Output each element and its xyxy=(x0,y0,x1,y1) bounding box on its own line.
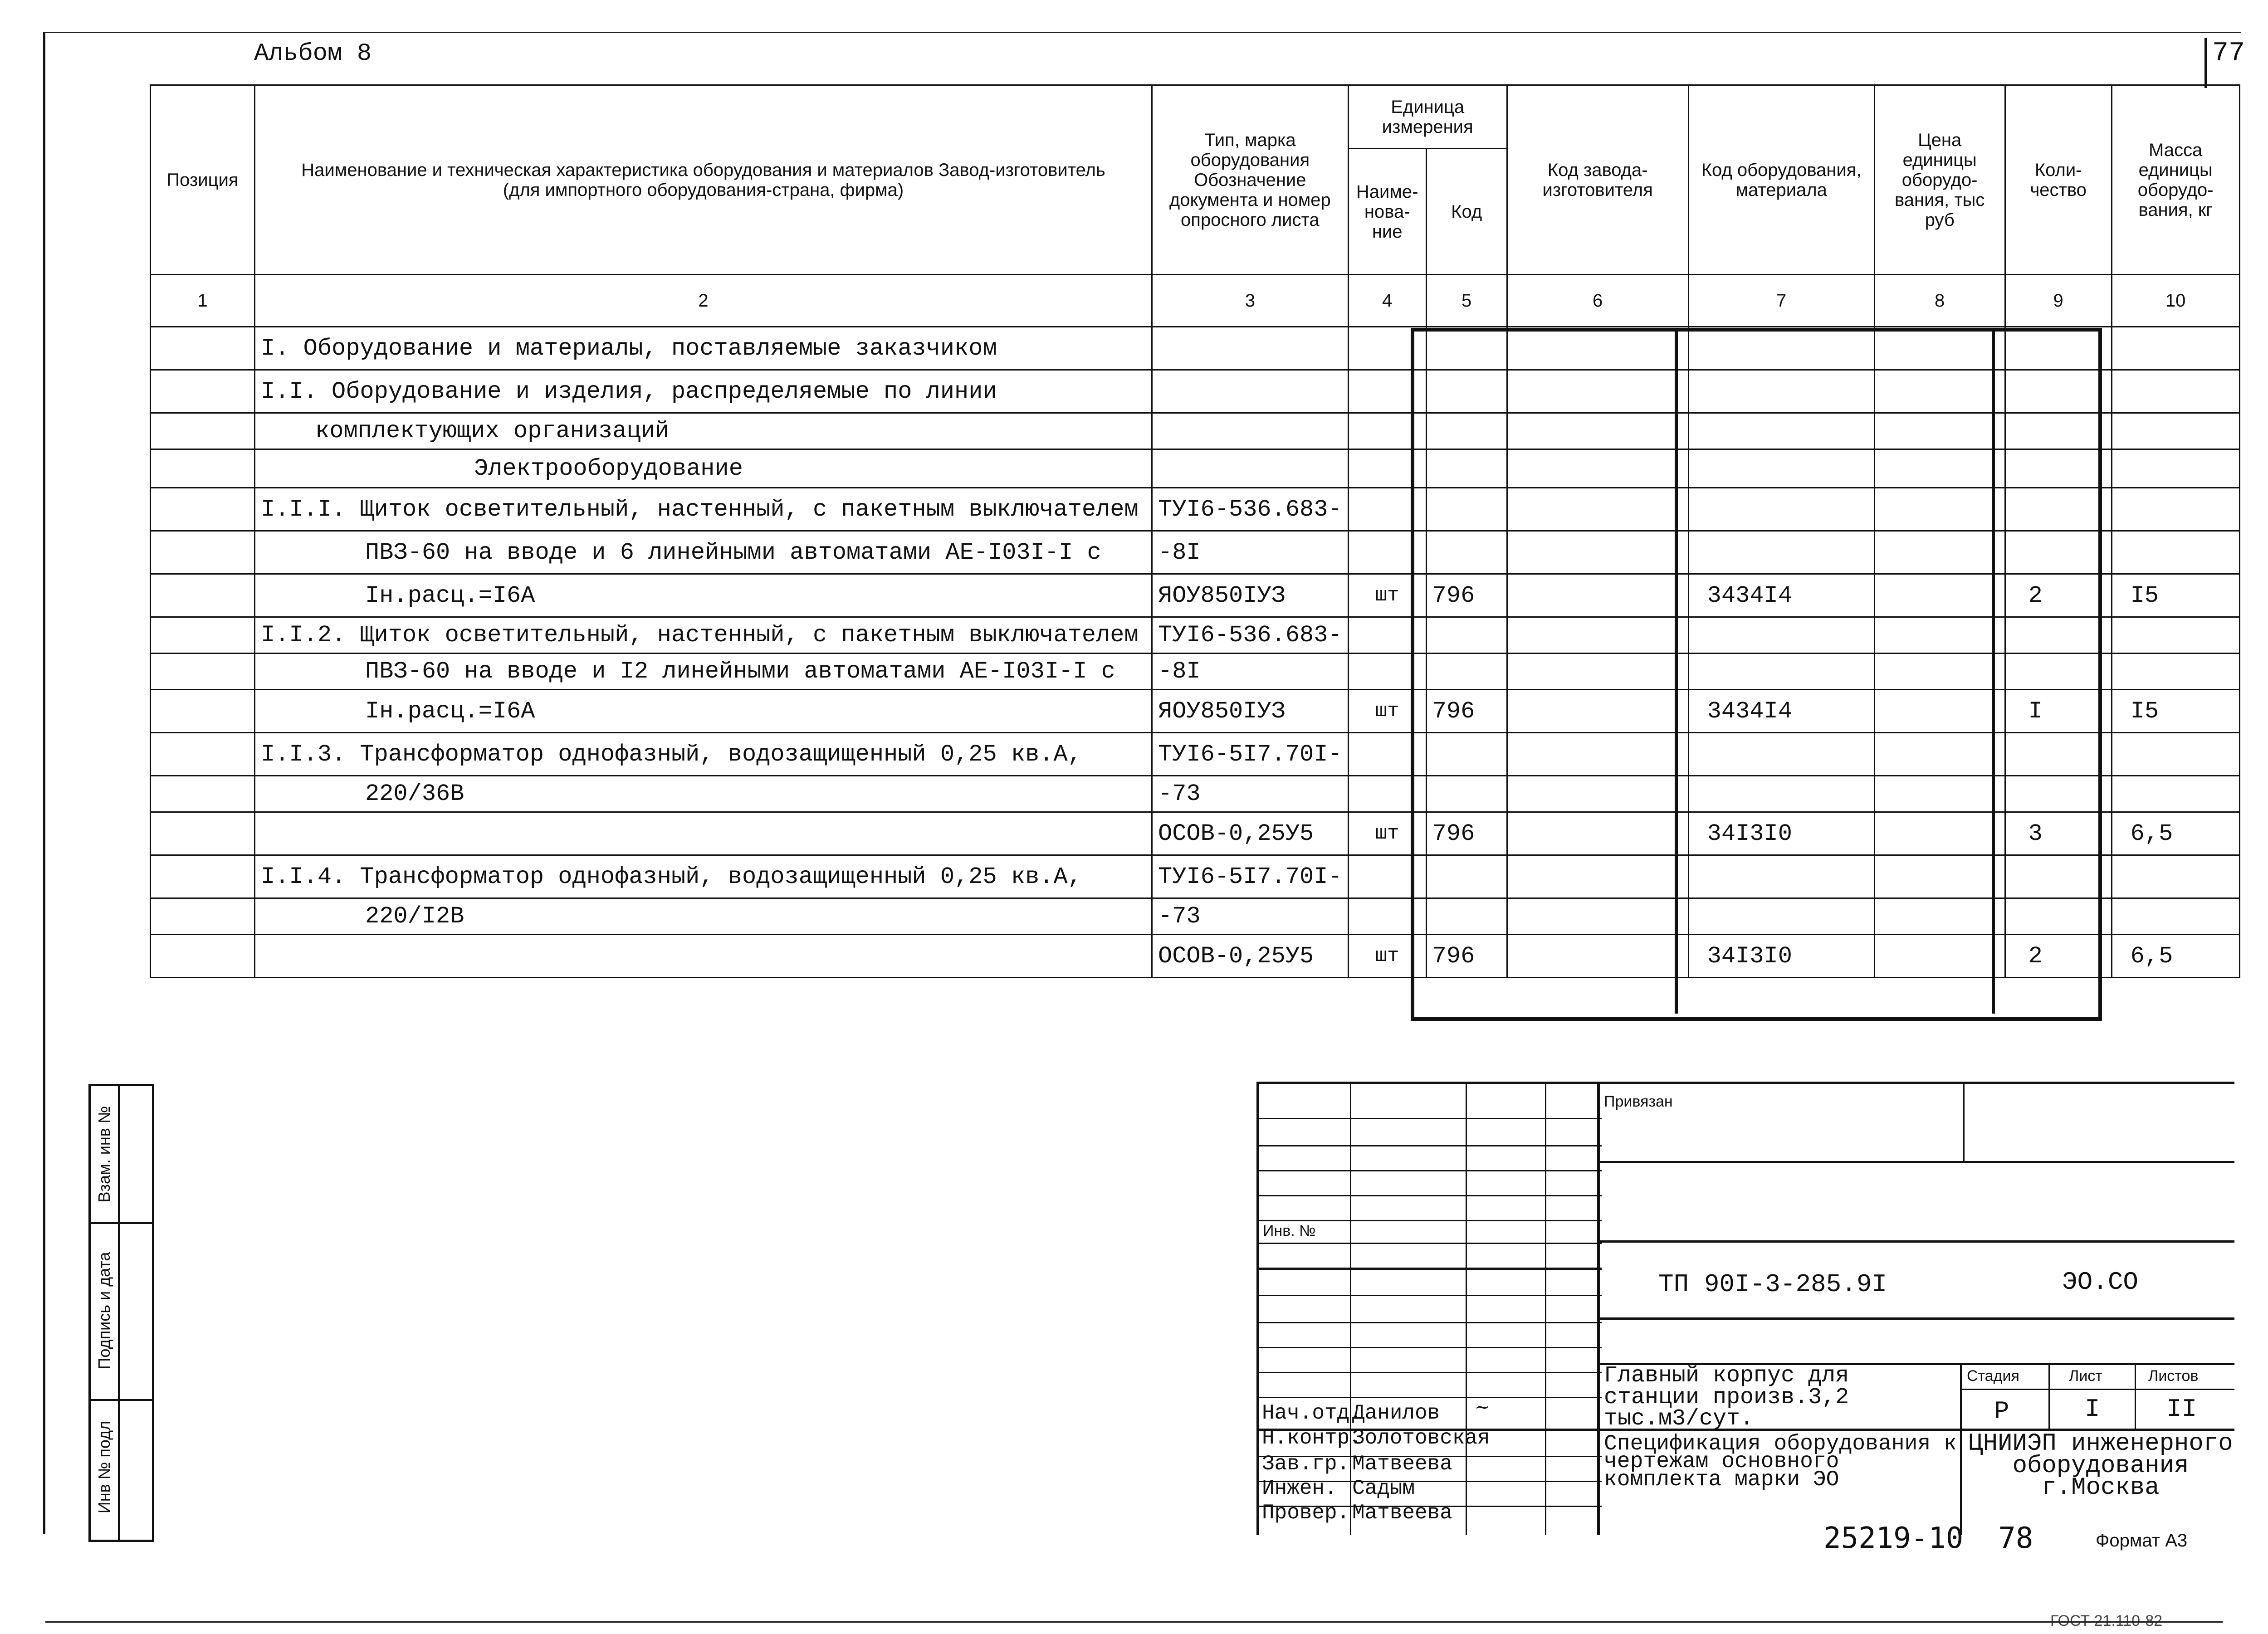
cell-code xyxy=(1426,617,1507,654)
cell-code: 796 xyxy=(1426,935,1507,978)
cell-qty: I xyxy=(2005,690,2112,733)
cell-name: I.I. Оборудование и изделия, распределяемые по линии xyxy=(255,370,1152,413)
column-number: 9 xyxy=(2005,275,2112,327)
cell-qty: 2 xyxy=(2005,574,2112,617)
cell-empty xyxy=(151,574,255,617)
table-row xyxy=(151,617,2240,654)
cell-empty xyxy=(151,531,255,574)
cell-equip xyxy=(1688,733,1874,776)
cell-code xyxy=(1426,413,1507,449)
cell-empty xyxy=(1874,935,2005,978)
tb-grid-line xyxy=(1259,1347,1602,1348)
side-label: Подпись и дата xyxy=(95,1252,113,1370)
cell-name: 220/I2В xyxy=(255,898,1152,935)
table-row xyxy=(151,776,2240,812)
organization: ЦНИИЭП инженерного оборудования г.Москва xyxy=(1968,1430,2233,1502)
cell-empty xyxy=(151,690,255,733)
column-number: 8 xyxy=(1874,275,2005,327)
side-stamp xyxy=(88,1084,154,1542)
cell-equip xyxy=(1688,531,1874,574)
cell-unit: шт xyxy=(1348,574,1426,617)
cell-mass xyxy=(2112,733,2239,776)
cell-code xyxy=(1426,855,1507,898)
cell-empty xyxy=(1507,617,1688,654)
cell-empty xyxy=(1507,574,1688,617)
cell-empty xyxy=(1874,327,2005,370)
cell-name: I. Оборудование и материалы, поставляемые заказчиком xyxy=(255,327,1152,370)
tb-grid-line xyxy=(1259,1372,1602,1373)
cell-empty xyxy=(1507,690,1688,733)
tb-grid-line xyxy=(1597,1161,2234,1163)
column-number: 3 xyxy=(1152,275,1349,327)
cell-equip xyxy=(1688,898,1874,935)
table-row xyxy=(151,935,2240,978)
format-label: Формат А3 xyxy=(2096,1531,2188,1551)
cell-empty xyxy=(1874,617,2005,654)
header-unit-group: Единица измерения xyxy=(1348,85,1507,149)
specification-table xyxy=(150,84,2240,978)
cell-qty: 2 xyxy=(2005,935,2112,978)
sheet-label: Лист xyxy=(2069,1367,2102,1385)
bottom-line xyxy=(45,1621,2223,1623)
role-label: Нач.отд. xyxy=(1262,1401,1362,1425)
project-title: Главный корпус для станции произв.3,2 тыс.м3/сут. xyxy=(1604,1363,1849,1432)
side-label: Взам. инв № xyxy=(95,1106,113,1203)
cell-mass xyxy=(2112,531,2239,574)
cell-type: ЯОУ850IУЗ xyxy=(1152,690,1349,733)
cell-name: Электрооборудование xyxy=(255,449,1152,488)
cell-empty xyxy=(1874,413,2005,449)
document-mark: ЭО.СО xyxy=(2062,1268,2139,1297)
cell-code: 796 xyxy=(1426,812,1507,855)
role-label: Провер. xyxy=(1262,1501,1350,1525)
tb-grid-line xyxy=(1545,1084,1546,1535)
cell-empty xyxy=(1874,531,2005,574)
cell-empty xyxy=(1507,370,1688,413)
bold-separator xyxy=(1992,328,1995,1014)
cell-empty xyxy=(151,370,255,413)
cell-name: комплектующих организаций xyxy=(255,413,1152,449)
cell-qty xyxy=(2005,413,2112,449)
header-mass: Масса единицы оборудо-вания, кг xyxy=(2112,85,2239,275)
cell-mass xyxy=(2112,413,2239,449)
bold-separator xyxy=(1675,328,1678,1014)
cell-mass xyxy=(2112,327,2239,370)
cell-empty xyxy=(1874,574,2005,617)
cell-qty: 3 xyxy=(2005,812,2112,855)
document-number: ТП 90I-3-285.9I xyxy=(1658,1270,1887,1299)
tb-grid-line xyxy=(1259,1268,1602,1270)
cell-empty xyxy=(1874,812,2005,855)
sheets-value: II xyxy=(2166,1395,2197,1424)
gost-label: ГОСТ 21.110-82 xyxy=(2050,1612,2163,1629)
role-name: Данилов xyxy=(1352,1401,1440,1425)
page-number: 77 xyxy=(2204,38,2245,88)
cell-mass xyxy=(2112,654,2239,690)
cell-mass: I5 xyxy=(2112,690,2239,733)
tb-grid-line xyxy=(1259,1243,1602,1244)
document-title: Спецификация оборудования к чертежам основного комплекта марки ЭО xyxy=(1604,1432,1957,1492)
table-row xyxy=(151,574,2240,617)
cell-type: ТУI6-5I7.70I- xyxy=(1152,855,1349,898)
role-label: Н.контр. xyxy=(1262,1426,1362,1450)
role-label: Инжен. xyxy=(1262,1477,1337,1500)
cell-equip xyxy=(1688,855,1874,898)
cell-qty xyxy=(2005,370,2112,413)
table-row xyxy=(151,327,2240,370)
header-unit-code: Код xyxy=(1426,149,1507,275)
header-unit-name: Наиме-нова-ние xyxy=(1348,149,1426,275)
cell-name: Iн.расц.=I6А xyxy=(255,690,1152,733)
tb-grid-line xyxy=(1259,1322,1602,1323)
cell-name: I.I.2. Щиток осветительный, настенный, с пакетным выключателем xyxy=(255,617,1152,654)
cell-qty xyxy=(2005,327,2112,370)
cell-empty xyxy=(1507,531,1688,574)
cell-type xyxy=(1152,413,1349,449)
tb-grid-line xyxy=(1597,1317,2234,1320)
cell-code: 796 xyxy=(1426,574,1507,617)
archive-code xyxy=(1823,1522,2033,1555)
cell-equip: 3434I4 xyxy=(1688,574,1874,617)
cell-empty xyxy=(1874,733,2005,776)
tb-grid-line xyxy=(1960,1389,2234,1390)
archive-page: 78 xyxy=(1998,1522,2033,1555)
cell-code xyxy=(1426,776,1507,812)
stage-label: Стадия xyxy=(1967,1367,2019,1385)
side-cell-podpis xyxy=(91,1222,118,1399)
column-number: 5 xyxy=(1426,275,1507,327)
cell-empty xyxy=(1507,733,1688,776)
tb-grid-line xyxy=(1259,1118,1602,1119)
cell-empty xyxy=(1874,488,2005,531)
cell-mass xyxy=(2112,776,2239,812)
cell-empty xyxy=(151,898,255,935)
cell-equip: 34I3I0 xyxy=(1688,812,1874,855)
cell-unit xyxy=(1348,733,1426,776)
title-block xyxy=(1256,1082,2234,1535)
cell-empty xyxy=(1874,776,2005,812)
cell-unit xyxy=(1348,898,1426,935)
tb-grid-line xyxy=(1259,1170,1602,1171)
cell-mass xyxy=(2112,898,2239,935)
cell-qty xyxy=(2005,654,2112,690)
cell-empty xyxy=(151,812,255,855)
cell-empty xyxy=(151,935,255,978)
cell-mass: 6,5 xyxy=(2112,935,2239,978)
column-number: 4 xyxy=(1348,275,1426,327)
cell-empty xyxy=(1507,654,1688,690)
cell-empty xyxy=(151,449,255,488)
cell-empty xyxy=(1507,812,1688,855)
table-row xyxy=(151,654,2240,690)
cell-equip xyxy=(1688,488,1874,531)
cell-qty xyxy=(2005,488,2112,531)
cell-code xyxy=(1426,449,1507,488)
cell-type: ТУI6-5I7.70I- xyxy=(1152,733,1349,776)
cell-unit xyxy=(1348,855,1426,898)
cell-name xyxy=(255,935,1152,978)
tb-grid-line xyxy=(1259,1397,1602,1398)
table-row xyxy=(151,531,2240,574)
cell-equip xyxy=(1688,413,1874,449)
cell-mass xyxy=(2112,855,2239,898)
column-number: 2 xyxy=(255,275,1152,327)
cell-qty xyxy=(2005,855,2112,898)
cell-type xyxy=(1152,370,1349,413)
cell-name: ПВЗ-60 на вводе и I2 линейными автоматами АЕ-I03I-I с xyxy=(255,654,1152,690)
table-row xyxy=(151,898,2240,935)
cell-type: -73 xyxy=(1152,898,1349,935)
header-equip-code: Код оборудования, материала xyxy=(1688,85,1874,275)
tb-grid-line xyxy=(2135,1363,2136,1429)
archive-code-text: 25219-10 xyxy=(1823,1522,1964,1555)
cell-name: I.I.3. Трансформатор однофазный, водозащищенный 0,25 кв.А, xyxy=(255,733,1152,776)
role-name: Садым xyxy=(1352,1477,1415,1500)
tb-grid-line xyxy=(2048,1363,2050,1429)
cell-empty xyxy=(1874,370,2005,413)
header-name: Наименование и техническая характеристика оборудования и материалов Завод-изготовитель (для импортного оборудования-страна, фирма) xyxy=(255,85,1152,275)
cell-type xyxy=(1152,327,1349,370)
cell-empty xyxy=(1874,449,2005,488)
column-numbers-row xyxy=(151,275,2240,327)
cell-empty xyxy=(1507,776,1688,812)
cell-mass xyxy=(2112,488,2239,531)
cell-unit xyxy=(1348,413,1426,449)
cell-mass xyxy=(2112,617,2239,654)
role-name: Матвеева xyxy=(1352,1501,1452,1525)
cell-equip: 34I3I0 xyxy=(1688,935,1874,978)
side-stamp-column xyxy=(118,1086,120,1540)
cell-empty xyxy=(1507,327,1688,370)
sheets-label: Листов xyxy=(2148,1367,2199,1385)
cell-mass: I5 xyxy=(2112,574,2239,617)
cell-equip xyxy=(1688,449,1874,488)
cell-type: ОСОВ-0,25У5 xyxy=(1152,935,1349,978)
cell-empty xyxy=(1507,855,1688,898)
tb-grid-line xyxy=(1597,1084,1600,1535)
cell-unit: шт xyxy=(1348,935,1426,978)
cell-type: ТУI6-536.683- xyxy=(1152,617,1349,654)
cell-equip xyxy=(1688,776,1874,812)
cell-empty xyxy=(151,413,255,449)
cell-empty xyxy=(151,488,255,531)
cell-empty xyxy=(1874,855,2005,898)
column-number: 1 xyxy=(151,275,255,327)
cell-code xyxy=(1426,654,1507,690)
tb-grid-line xyxy=(1350,1084,1351,1535)
cell-empty xyxy=(151,776,255,812)
cell-equip xyxy=(1688,370,1874,413)
table-row xyxy=(151,449,2240,488)
cell-name: ПВЗ-60 на вводе и 6 линейными автоматами АЕ-I03I-I с xyxy=(255,531,1152,574)
cell-empty xyxy=(151,327,255,370)
header-factory-code: Код завода-изготовителя xyxy=(1507,85,1688,275)
cell-name: 220/36В xyxy=(255,776,1152,812)
role-name: Матвеева xyxy=(1352,1452,1452,1476)
cell-empty xyxy=(1507,413,1688,449)
table-row xyxy=(151,733,2240,776)
cell-unit xyxy=(1348,654,1426,690)
side-label: Инв № подл xyxy=(95,1420,113,1514)
sheet-value: I xyxy=(2085,1395,2100,1424)
column-number: 7 xyxy=(1688,275,1874,327)
cell-unit xyxy=(1348,327,1426,370)
cell-qty xyxy=(2005,449,2112,488)
header-qty: Коли-чество xyxy=(2005,85,2112,275)
cell-code: 796 xyxy=(1426,690,1507,733)
signature-image: ~ xyxy=(1475,1397,1490,1418)
cell-empty xyxy=(1507,488,1688,531)
cell-empty xyxy=(1874,690,2005,733)
inv-number-label: Инв. № xyxy=(1263,1222,1316,1239)
cell-empty xyxy=(151,617,255,654)
cell-name: Iн.расц.=I6А xyxy=(255,574,1152,617)
cell-empty xyxy=(1507,449,1688,488)
side-cell-vzam xyxy=(91,1086,118,1222)
cell-unit: шт xyxy=(1348,812,1426,855)
tb-grid-line xyxy=(1963,1084,1965,1161)
cell-name: I.I.4. Трансформатор однофазный, водозащищенный 0,25 кв.А, xyxy=(255,855,1152,898)
cell-type: -73 xyxy=(1152,776,1349,812)
table-row xyxy=(151,488,2240,531)
tb-grid-line xyxy=(1259,1145,1602,1146)
table-row xyxy=(151,855,2240,898)
cell-code xyxy=(1426,370,1507,413)
cell-empty xyxy=(151,855,255,898)
cell-unit: шт xyxy=(1348,690,1426,733)
cell-unit xyxy=(1348,488,1426,531)
cell-type: -8I xyxy=(1152,531,1349,574)
cell-equip xyxy=(1688,327,1874,370)
cell-empty xyxy=(1874,898,2005,935)
cell-empty xyxy=(1507,898,1688,935)
cell-name xyxy=(255,812,1152,855)
cell-qty xyxy=(2005,617,2112,654)
cell-code xyxy=(1426,898,1507,935)
cell-unit xyxy=(1348,776,1426,812)
header-type: Тип, марка оборудования Обозначение документа и номер опросного листа xyxy=(1152,85,1349,275)
tb-grid-line xyxy=(1259,1195,1602,1196)
cell-type: ЯОУ850IУЗ xyxy=(1152,574,1349,617)
cell-mass xyxy=(2112,370,2239,413)
column-number: 10 xyxy=(2112,275,2239,327)
cell-type: ОСОВ-0,25У5 xyxy=(1152,812,1349,855)
cell-code xyxy=(1426,488,1507,531)
cell-type: ТУI6-536.683- xyxy=(1152,488,1349,531)
cell-name: I.I.I. Щиток осветительный, настенный, с пакетным выключателем xyxy=(255,488,1152,531)
cell-code xyxy=(1426,327,1507,370)
cell-qty xyxy=(2005,898,2112,935)
tb-grid-line xyxy=(1259,1295,1602,1296)
column-number: 6 xyxy=(1507,275,1688,327)
table-row xyxy=(151,370,2240,413)
cell-qty xyxy=(2005,776,2112,812)
stage-value: Р xyxy=(1994,1397,2009,1426)
role-name: Золотовская xyxy=(1352,1426,1490,1450)
tb-grid-line xyxy=(1597,1240,2234,1243)
header-position: Позиция xyxy=(151,85,255,275)
cell-mass xyxy=(2112,449,2239,488)
cell-empty xyxy=(1874,654,2005,690)
album-label: Альбом 8 xyxy=(254,40,372,68)
cell-unit xyxy=(1348,449,1426,488)
table-row xyxy=(151,690,2240,733)
cell-empty xyxy=(1507,935,1688,978)
cell-equip: 3434I4 xyxy=(1688,690,1874,733)
cell-unit xyxy=(1348,531,1426,574)
privyazan-label: Привязан xyxy=(1604,1093,1673,1110)
cell-code xyxy=(1426,733,1507,776)
role-label: Зав.гр. xyxy=(1262,1452,1350,1476)
cell-code xyxy=(1426,531,1507,574)
table-row xyxy=(151,413,2240,449)
cell-qty xyxy=(2005,531,2112,574)
side-cell-inv xyxy=(91,1399,118,1535)
cell-equip xyxy=(1688,654,1874,690)
cell-empty xyxy=(151,733,255,776)
tb-grid-line xyxy=(1259,1220,1602,1221)
cell-unit xyxy=(1348,370,1426,413)
cell-equip xyxy=(1688,617,1874,654)
cell-type: -8I xyxy=(1152,654,1349,690)
tb-grid-line xyxy=(1466,1084,1467,1535)
cell-empty xyxy=(151,654,255,690)
cell-type xyxy=(1152,449,1349,488)
cell-unit xyxy=(1348,617,1426,654)
cell-mass: 6,5 xyxy=(2112,812,2239,855)
cell-qty xyxy=(2005,733,2112,776)
table-row xyxy=(151,812,2240,855)
header-price: Цена единицы оборудо-вания, тыс руб xyxy=(1874,85,2005,275)
